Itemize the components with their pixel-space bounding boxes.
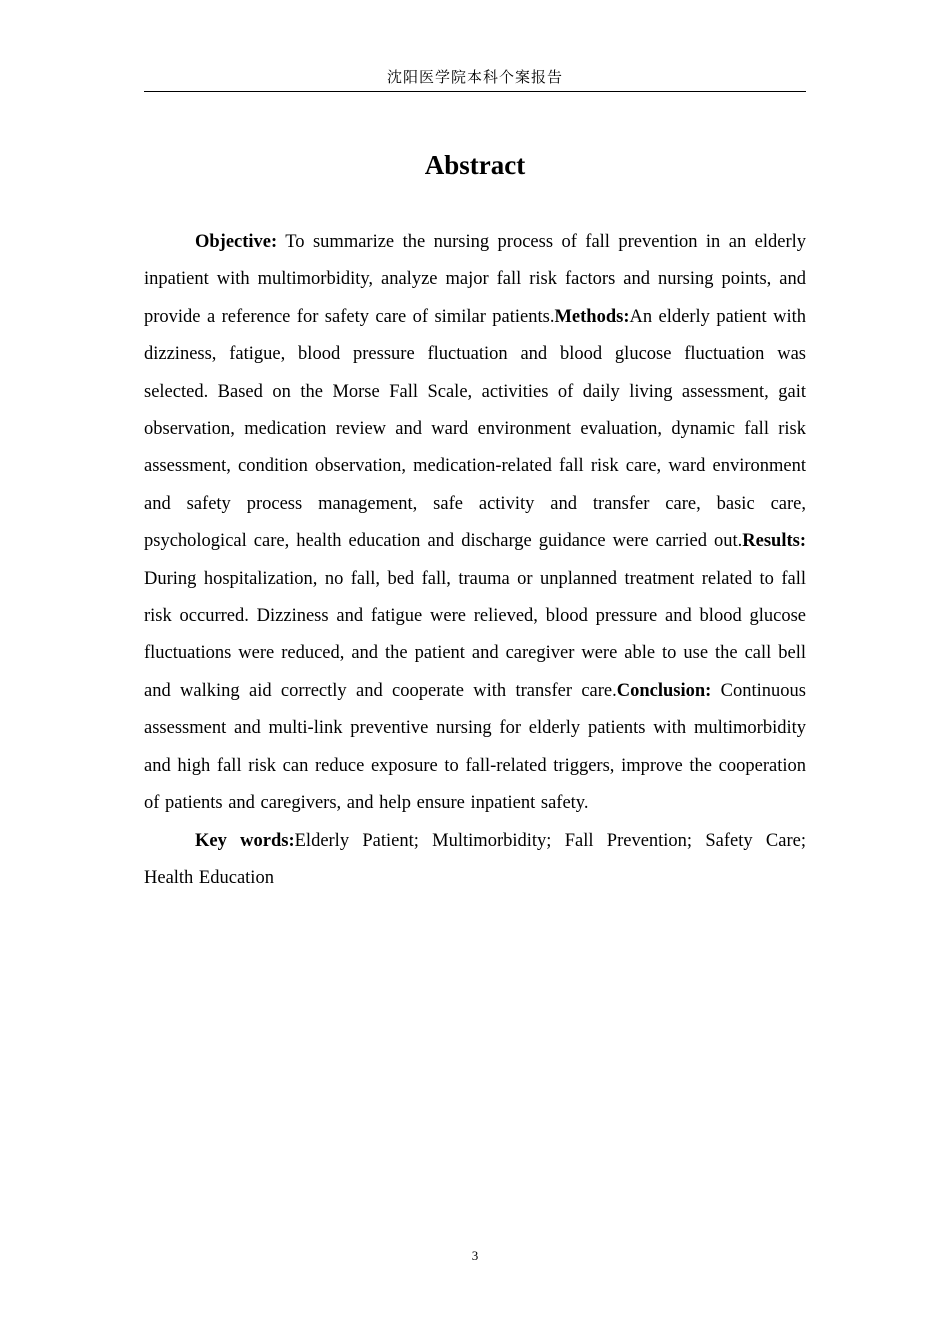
keywords-label: Key words:: [195, 830, 295, 851]
header-rule: [144, 91, 806, 92]
objective-label: Objective:: [195, 232, 278, 252]
page-number: 3: [471, 1248, 479, 1263]
abstract-body: [144, 224, 806, 897]
results-text: During hospitalization, no fall, bed fall, trauma or unplanned treatment related to fall risk occurred. Dizziness and fatigue were relieved, blood pressure and blood glucose fluctuations were reduced, and the patient and caregiver were able to use the call bell and walking aid correctly and cooperate with transfer care.: [144, 568, 806, 701]
objective-text: To summarize the nursing process of fall prevention in an elderly inpatient with multimorbidity, analyze major fall risk factors and nursing points, and provide a reference for safety care of similar patients.: [144, 232, 806, 327]
conclusion-label: Conclusion:: [616, 680, 712, 701]
methods-text: An elderly patient with dizziness, fatigue, blood pressure fluctuation and blood glucose fluctuation was selected. Based on the Morse Fall Scale, activities of daily living assessment, gait observation, medication review and ward environment evaluation, dynamic fall risk assessment, condition observation, medication-related fall risk care, ward environment and safety process management, safe activity and transfer care, basic care, psychological care, health education and discharge guidance were carried out.: [144, 306, 806, 552]
results-label: Results:: [742, 531, 806, 552]
abstract-paragraph: [144, 224, 806, 823]
keywords-paragraph: [144, 823, 806, 898]
conclusion-text: Continuous assessment and multi-link preventive nursing for elderly patients with multimorbidity and high fall risk can reduce exposure to fall-related triggers, improve the cooperation of patients and caregivers, and help ensure inpatient safety.: [144, 680, 806, 814]
abstract-title: Abstract: [424, 150, 526, 180]
keywords-text: Elderly Patient; Multimorbidity; Fall Prevention; Safety Care; Health Education: [144, 830, 806, 888]
running-header: 沈阳医学院本科个案报告: [386, 68, 563, 86]
methods-label: Methods:: [554, 306, 630, 327]
